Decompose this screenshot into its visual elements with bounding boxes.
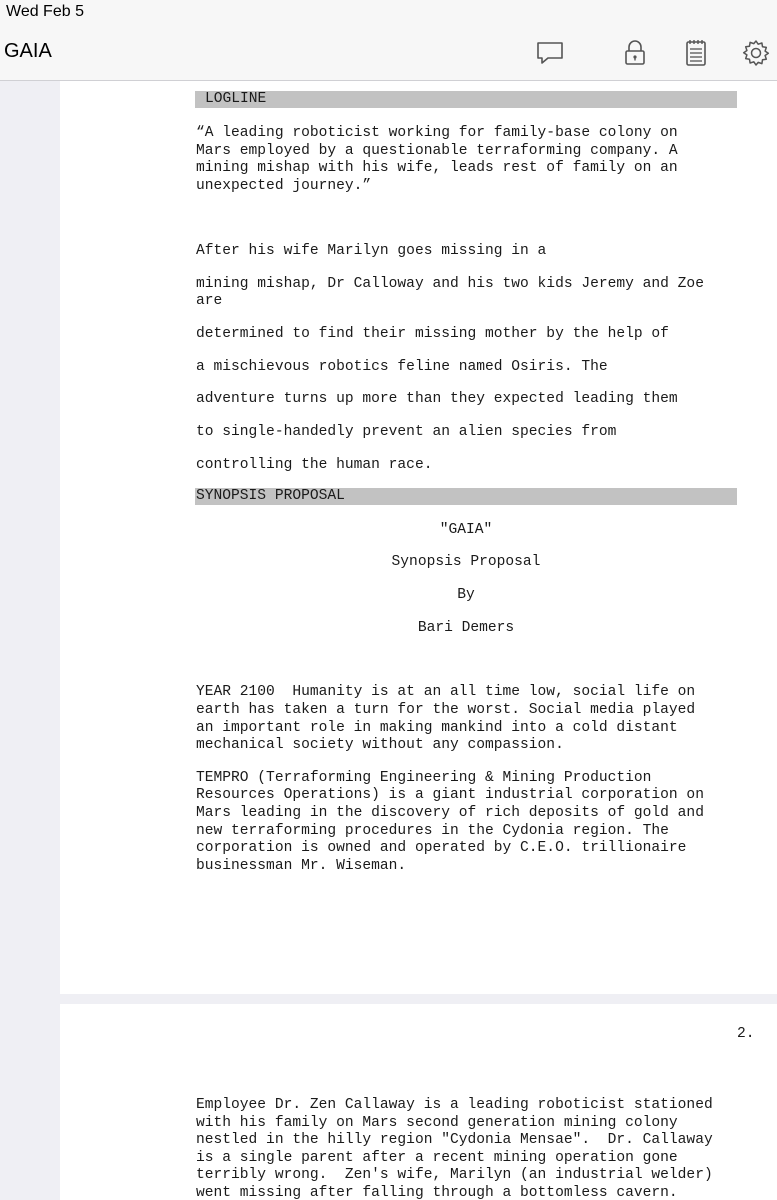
logline-line: “A leading roboticist working for family-base colony on (196, 125, 678, 141)
paragraph-line: YEAR 2100 Humanity is at an all time low, social life on (196, 684, 696, 700)
logline-line: mining mishap with his wife, leads rest of family on an (196, 160, 678, 176)
document-title: GAIA (4, 40, 52, 62)
document-viewer[interactable] (0, 81, 777, 1200)
script-page-2 (60, 1004, 777, 1200)
summary-line: determined to find their missing mother by the help of (196, 326, 669, 342)
paragraph-line: earth has taken a turn for the worst. Social media played (196, 702, 696, 718)
summary-line: After his wife Marilyn goes missing in a (196, 243, 547, 259)
script-page-1 (60, 81, 777, 994)
summary-line: are (196, 293, 223, 309)
paragraph-line: mechanical society without any compassion. (196, 737, 564, 753)
summary-line: adventure turns up more than they expected leading them (196, 391, 678, 407)
navigation-bar (0, 26, 777, 81)
notepad-icon[interactable] (680, 37, 712, 69)
comment-icon[interactable] (534, 37, 566, 69)
paragraph-line: an important role in making mankind into a cold distant (196, 720, 678, 736)
paragraph-line: new terraforming procedures in the Cydonia region. The (196, 823, 669, 839)
title-block-subtitle: Synopsis Proposal (391, 554, 541, 570)
logline-line: Mars employed by a questionable terraforming company. A (196, 143, 678, 159)
paragraph-line: Mars leading in the discovery of rich deposits of gold and (196, 805, 704, 821)
paragraph-line: is a single parent after a recent mining operation gone (196, 1150, 678, 1166)
summary-line: a mischievous robotics feline named Osiris. The (196, 359, 608, 375)
logline-line: unexpected journey.” (196, 178, 372, 194)
status-date: Wed Feb 5 (6, 3, 84, 20)
summary-line: controlling the human race. (196, 457, 433, 473)
paragraph-line: Resources Operations) is a giant industrial corporation on (196, 787, 704, 803)
synopsis-heading: SYNOPSIS PROPOSAL (196, 488, 345, 504)
paragraph-line: Employee Dr. Zen Callaway is a leading roboticist stationed (196, 1097, 713, 1113)
paragraph-line: went missing after falling through a bottomless cavern. (196, 1185, 678, 1200)
logline-heading: LOGLINE (205, 91, 267, 107)
logline-heading-bar (195, 91, 737, 108)
title-block-title: "GAIA" (439, 522, 493, 538)
title-block-author: Bari Demers (417, 620, 515, 636)
summary-line: to single-handedly prevent an alien species from (196, 424, 617, 440)
paragraph-line: nestled in the hilly region "Cydonia Mensae". Dr. Callaway (196, 1132, 713, 1148)
status-bar (0, 0, 777, 26)
summary-line: mining mishap, Dr Calloway and his two kids Jeremy and Zoe (196, 276, 704, 292)
page-number: 2. (737, 1026, 755, 1042)
paragraph-line: terribly wrong. Zen's wife, Marilyn (an industrial welder) (196, 1167, 713, 1183)
synopsis-heading-bar (195, 488, 737, 505)
paragraph-line: businessman Mr. Wiseman. (196, 858, 407, 874)
paragraph-line: with his family on Mars second generation mining colony (196, 1115, 678, 1131)
title-block-by: By (457, 587, 475, 603)
lock-icon[interactable] (619, 37, 651, 69)
paragraph-line: TEMPRO (Terraforming Engineering & Mining Production (196, 770, 652, 786)
paragraph-line: corporation is owned and operated by C.E.O. trillionaire (196, 840, 687, 856)
gear-icon[interactable] (740, 37, 772, 69)
